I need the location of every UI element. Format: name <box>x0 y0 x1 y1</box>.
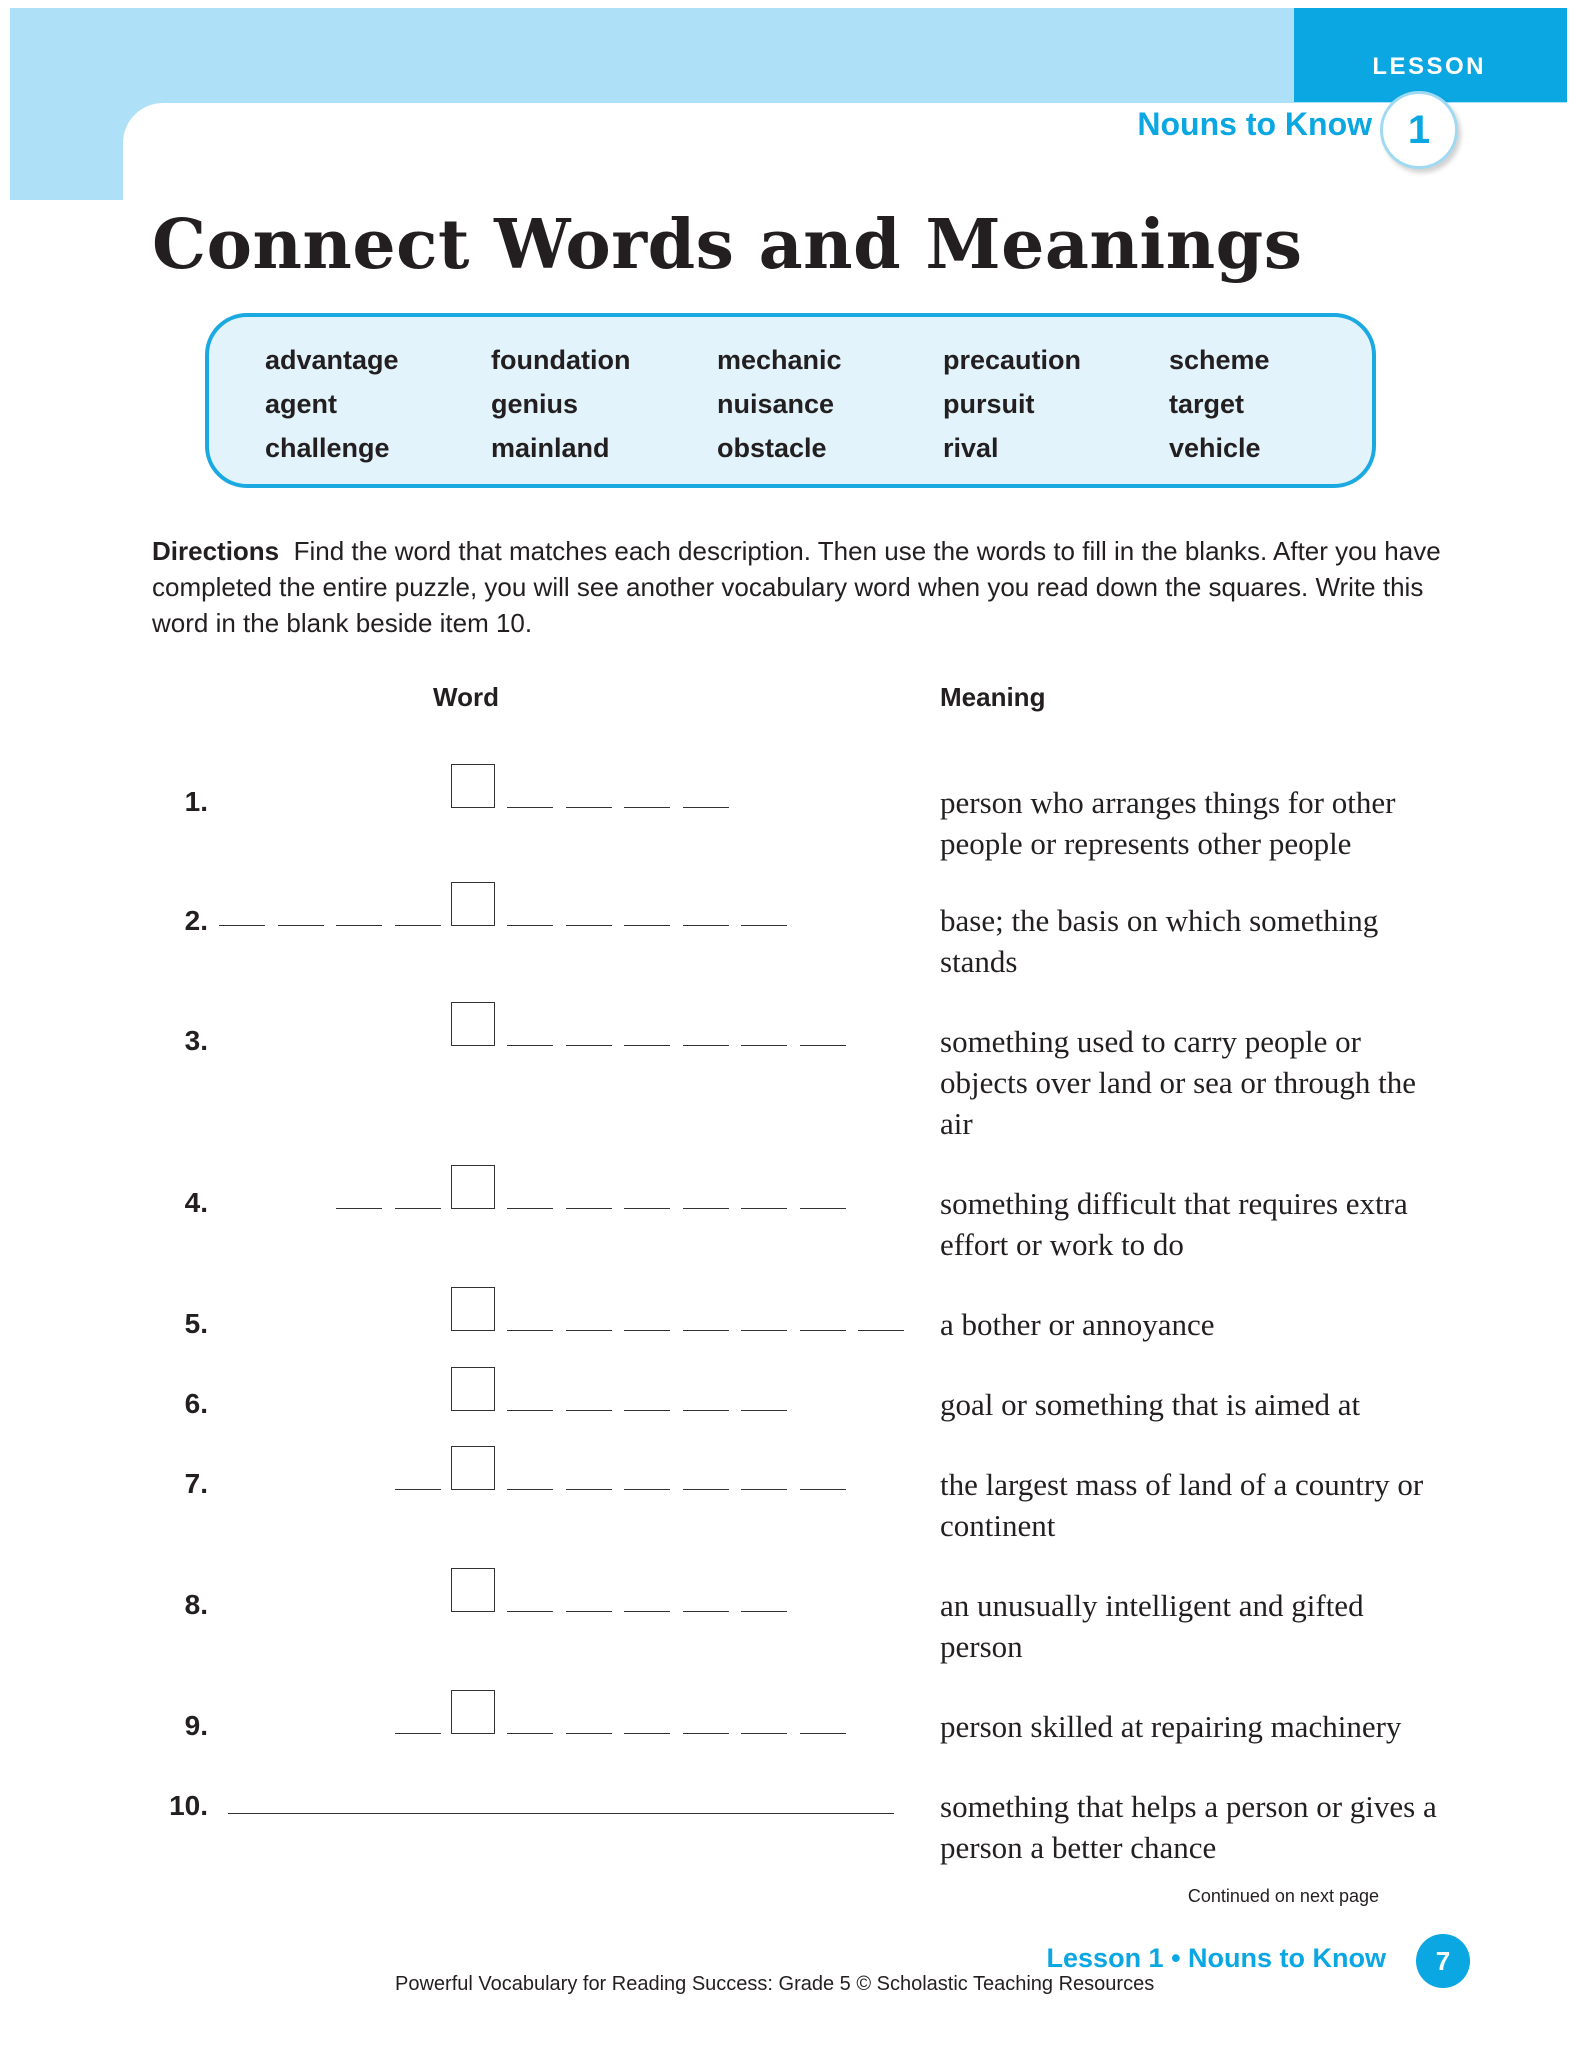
letter-blank[interactable] <box>741 1208 787 1209</box>
letter-blank[interactable] <box>683 807 729 808</box>
letter-blank[interactable] <box>624 1489 670 1490</box>
letter-blank[interactable] <box>566 1330 612 1331</box>
page-title: Connect Words and Meanings <box>152 205 1303 285</box>
letter-blank[interactable] <box>566 807 612 808</box>
letter-blank[interactable] <box>566 1611 612 1612</box>
letter-blank[interactable] <box>507 925 553 926</box>
letter-blank[interactable] <box>278 925 324 926</box>
footer-copyright: Powerful Vocabulary for Reading Success: Grade 5 © Scholastic Teaching Resources <box>395 1973 1155 1995</box>
item-meaning: an unusually intelligent and gifted person <box>940 1588 1364 1664</box>
letter-blank[interactable] <box>395 1489 441 1490</box>
letter-blank[interactable] <box>507 1733 553 1734</box>
item-meaning: something that helps a person or gives a person a better chance <box>940 1789 1437 1865</box>
letter-blank[interactable] <box>800 1733 846 1734</box>
item-number: 9. <box>184 1710 208 1741</box>
letter-blank[interactable] <box>219 925 265 926</box>
word-bank-column <box>717 344 842 476</box>
letter-blank[interactable] <box>741 1489 787 1490</box>
letter-blank[interactable] <box>566 1208 612 1209</box>
puzzle-square[interactable] <box>451 1690 495 1734</box>
puzzle-square[interactable] <box>451 1287 495 1331</box>
word-bank-word: genius <box>491 389 579 419</box>
word-bank-word: precaution <box>943 345 1082 375</box>
word-bank-word: vehicle <box>1169 433 1261 463</box>
letter-blank[interactable] <box>566 1733 612 1734</box>
letter-blank[interactable] <box>507 1208 553 1209</box>
item-number: 2. <box>184 905 208 936</box>
page-number-badge: 7 <box>1416 1934 1470 1988</box>
letter-blank[interactable] <box>800 1489 846 1490</box>
item-number: 4. <box>184 1187 208 1218</box>
letter-blank[interactable] <box>800 1045 846 1046</box>
item-meaning: person who arranges things for other people or represents other people <box>940 785 1396 861</box>
section-subtitle: Nouns to Know <box>1137 106 1372 142</box>
letter-blank[interactable] <box>395 1208 441 1209</box>
item-number: 6. <box>184 1388 208 1419</box>
letter-blank[interactable] <box>336 925 382 926</box>
continued-note: Continued on next page <box>1187 1886 1379 1906</box>
letter-blank[interactable] <box>800 1208 846 1209</box>
item-number: 10. <box>169 1790 208 1821</box>
puzzle-square[interactable] <box>451 1568 495 1612</box>
letter-blank[interactable] <box>624 1733 670 1734</box>
word-bank-word: mechanic <box>717 345 842 375</box>
item-meaning: base; the basis on which something stands <box>940 903 1379 979</box>
letter-blank[interactable] <box>624 1208 670 1209</box>
word-bank-word: agent <box>265 389 338 419</box>
item-meaning: something used to carry people or objects over land or sea or through the air <box>940 1024 1417 1141</box>
word-bank <box>205 313 1376 488</box>
word-bank-word: scheme <box>1169 345 1270 375</box>
puzzle-square[interactable] <box>451 1446 495 1490</box>
letter-blank[interactable] <box>858 1330 904 1331</box>
letter-blank[interactable] <box>741 1330 787 1331</box>
word-bank-word: target <box>1169 389 1245 419</box>
letter-blank[interactable] <box>741 1410 787 1411</box>
meaning-column-header: Meaning <box>940 682 1046 712</box>
directions <box>152 533 1452 641</box>
letter-blank[interactable] <box>683 1045 729 1046</box>
puzzle-square[interactable] <box>451 1002 495 1046</box>
word-bank-word: pursuit <box>943 389 1035 419</box>
word-bank-column <box>943 344 1081 476</box>
item-meaning: something difficult that requires extra effort or work to do <box>940 1186 1408 1262</box>
letter-blank[interactable] <box>566 1410 612 1411</box>
letter-blank[interactable] <box>624 1330 670 1331</box>
letter-blank[interactable] <box>683 1489 729 1490</box>
word-bank-word: advantage <box>265 345 399 375</box>
letter-blank[interactable] <box>507 1330 553 1331</box>
item-number: 5. <box>184 1308 208 1339</box>
letter-blank[interactable] <box>566 925 612 926</box>
letter-blank[interactable] <box>507 1489 553 1490</box>
letter-blank[interactable] <box>683 1611 729 1612</box>
item-number: 7. <box>184 1468 208 1499</box>
answer-line[interactable] <box>228 1813 894 1814</box>
letter-blank[interactable] <box>683 1208 729 1209</box>
letter-blank[interactable] <box>741 1611 787 1612</box>
lesson-label: LESSON <box>1372 53 1486 80</box>
item-number: 1. <box>184 786 208 817</box>
lesson-number-badge: 1 <box>1380 91 1458 169</box>
puzzle-square[interactable] <box>451 764 495 808</box>
directions-label: Directions <box>152 536 280 566</box>
letter-blank[interactable] <box>395 1733 441 1734</box>
word-bank-word: obstacle <box>717 433 827 463</box>
footer-lesson: Lesson 1 • Nouns to Know <box>1046 1943 1386 1973</box>
letter-blank[interactable] <box>336 1208 382 1209</box>
letter-blank[interactable] <box>683 925 729 926</box>
item-meaning: a bother or annoyance <box>940 1307 1215 1342</box>
item-meaning: goal or something that is aimed at <box>940 1387 1361 1422</box>
word-bank-word: challenge <box>265 433 390 463</box>
word-bank-column <box>1169 344 1270 476</box>
word-bank-column <box>265 344 399 476</box>
letter-blank[interactable] <box>683 1410 729 1411</box>
word-bank-word: rival <box>943 433 999 463</box>
letter-blank[interactable] <box>395 925 441 926</box>
letter-blank[interactable] <box>507 1410 553 1411</box>
puzzle-square[interactable] <box>451 1165 495 1209</box>
letter-blank[interactable] <box>507 1611 553 1612</box>
letter-blank[interactable] <box>624 925 670 926</box>
letter-blank[interactable] <box>566 1489 612 1490</box>
word-column-header: Word <box>433 682 499 712</box>
word-bank-word: nuisance <box>717 389 835 419</box>
letter-blank[interactable] <box>624 807 670 808</box>
letter-blank[interactable] <box>566 1045 612 1046</box>
letter-blank[interactable] <box>624 1045 670 1046</box>
word-bank-column <box>491 344 630 476</box>
item-number: 3. <box>184 1025 208 1056</box>
letter-blank[interactable] <box>741 925 787 926</box>
letter-blank[interactable] <box>624 1410 670 1411</box>
letter-blank[interactable] <box>683 1733 729 1734</box>
word-bank-word: mainland <box>491 433 610 463</box>
letter-blank[interactable] <box>507 807 553 808</box>
directions-text: Find the word that matches each description. Then use the words to fill in the blanks. After you have completed the entire puzzle, you will see another vocabulary word when you read down the squares. Write this word in the blank beside item 10. <box>152 536 1441 638</box>
item-number: 8. <box>184 1589 208 1620</box>
letter-blank[interactable] <box>624 1611 670 1612</box>
letter-blank[interactable] <box>741 1733 787 1734</box>
letter-blank[interactable] <box>741 1045 787 1046</box>
word-bank-word: foundation <box>491 345 631 375</box>
puzzle-square[interactable] <box>451 1367 495 1411</box>
puzzle-square[interactable] <box>451 882 495 926</box>
letter-blank[interactable] <box>507 1045 553 1046</box>
item-meaning: the largest mass of land of a country or continent <box>940 1467 1424 1543</box>
item-meaning: person skilled at repairing machinery <box>940 1709 1402 1744</box>
letter-blank[interactable] <box>683 1330 729 1331</box>
letter-blank[interactable] <box>800 1330 846 1331</box>
